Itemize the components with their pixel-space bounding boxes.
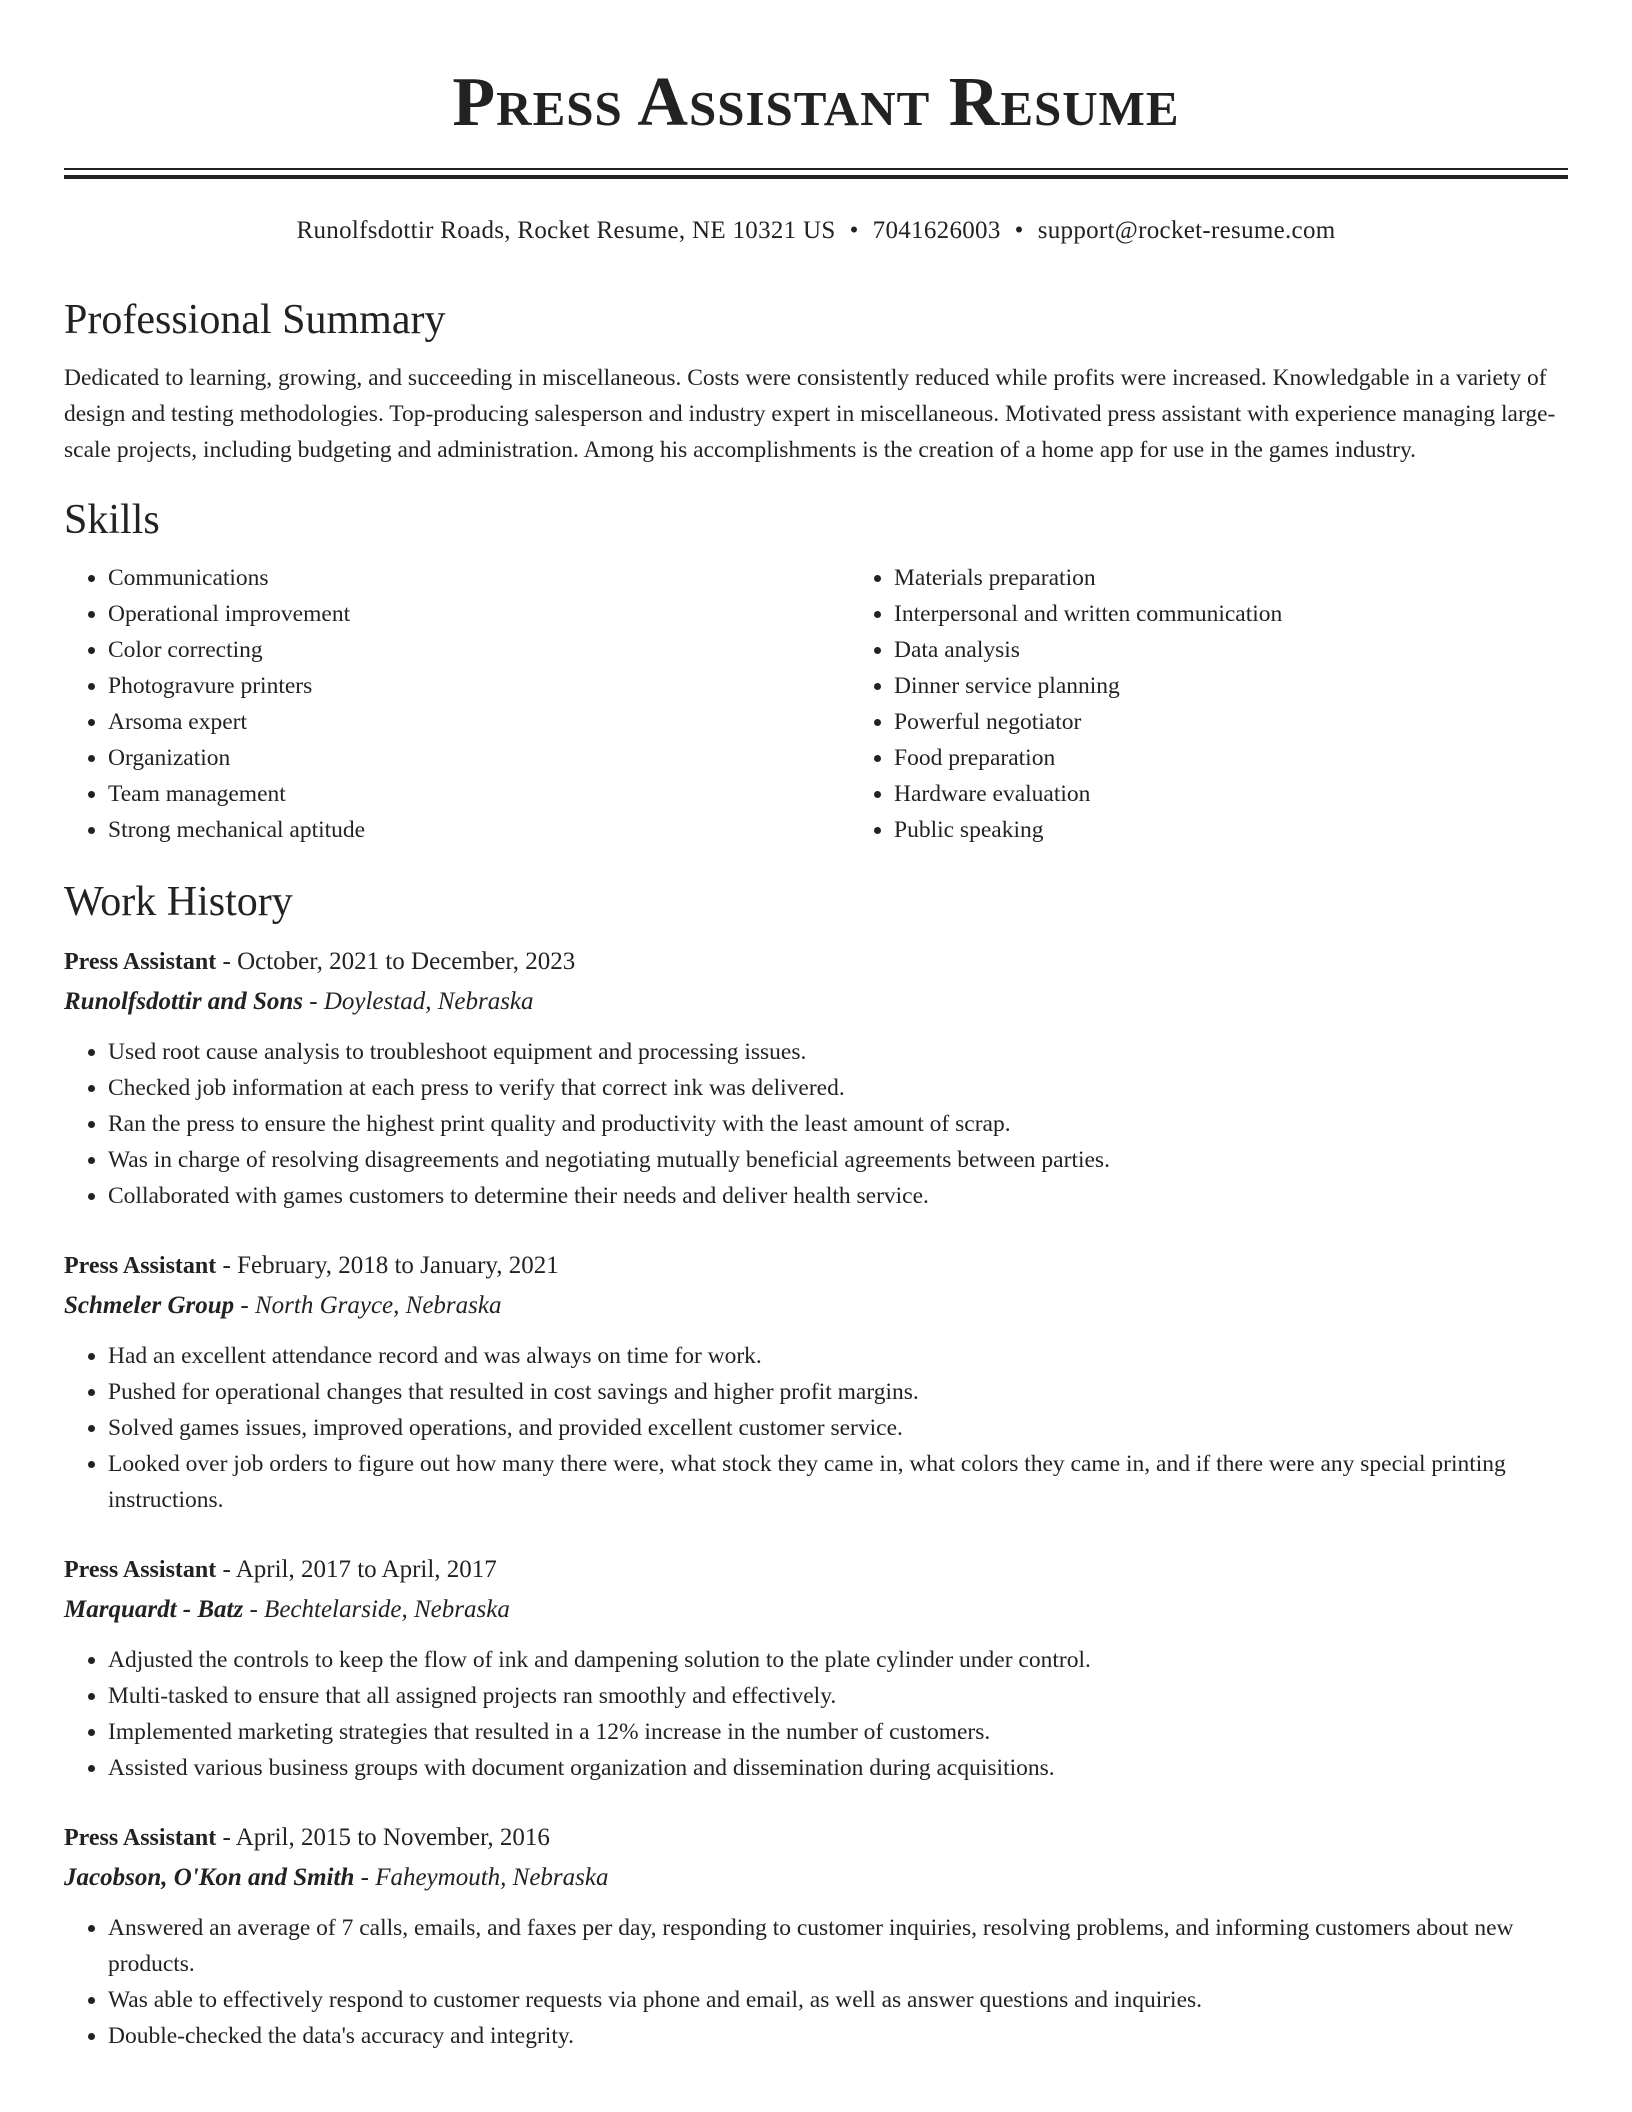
work-history-heading: Work History xyxy=(64,879,293,925)
dash-separator: - xyxy=(216,948,238,975)
title-rule-thin xyxy=(64,168,1568,170)
job-dates: April, 2017 to April, 2017 xyxy=(235,1556,497,1583)
job-location: Bechtelarside, Nebraska xyxy=(264,1596,510,1623)
skill-item: • Photogravure printers xyxy=(108,668,850,704)
job-bullet: • Had an excellent attendance record and was always on time for work. xyxy=(108,1338,1568,1374)
job-header xyxy=(64,942,1568,982)
contact-separator: • xyxy=(849,217,859,244)
job-company-line xyxy=(64,1858,1568,1898)
skill-item: • Interpersonal and written communication xyxy=(894,596,1632,632)
skill-item: • Public speaking xyxy=(894,812,1632,848)
skill-item: • Organization xyxy=(108,740,850,776)
dash-separator: - xyxy=(216,1252,238,1279)
job-bullet: • Double-checked the data's accuracy and integrity. xyxy=(108,2018,1568,2054)
job-bullet: • Was in charge of resolving disagreements and negotiating mutually beneficial agreements between parties. xyxy=(108,1142,1568,1178)
job-title: Press Assistant xyxy=(64,1557,217,1583)
job-bullet: • Assisted various business groups with document organization and dissemination during acquisitions. xyxy=(108,1750,1568,1786)
job-entry xyxy=(64,1550,1568,1786)
job-bullet: • Collaborated with games customers to determine their needs and deliver health service. xyxy=(108,1178,1568,1214)
dash-separator: - xyxy=(303,988,324,1015)
job-company-line xyxy=(64,1590,1568,1630)
job-header xyxy=(64,1818,1568,1858)
skill-item: • Team management xyxy=(108,776,850,812)
skill-item: • Materials preparation xyxy=(894,560,1632,596)
skill-item: • Hardware evaluation xyxy=(894,776,1632,812)
summary-section xyxy=(64,292,1568,468)
job-list xyxy=(64,942,1568,2054)
skill-item: • Food preparation xyxy=(894,740,1632,776)
job-bullet: • Implemented marketing strategies that resulted in a 12% increase in the number of customers. xyxy=(108,1714,1568,1750)
job-bullets xyxy=(64,1338,1568,1518)
skills-columns xyxy=(64,560,1568,848)
resume-content xyxy=(64,292,1568,2086)
job-bullet: • Looked over job orders to figure out how many there were, what stock they came in, what colors they came in, and if there were any special printing instructions. xyxy=(108,1446,1568,1518)
job-header xyxy=(64,1246,1568,1286)
job-company-line xyxy=(64,982,1568,1022)
contact-separator: • xyxy=(1014,217,1024,244)
job-dates: October, 2021 to December, 2023 xyxy=(237,948,576,975)
job-header xyxy=(64,1550,1568,1590)
contact-address: Runolfsdottir Roads, Rocket Resume, NE 10321 US xyxy=(296,217,836,244)
summary-heading: Professional Summary xyxy=(64,297,446,343)
job-location: Faheymouth, Nebraska xyxy=(375,1864,609,1891)
job-bullet: • Answered an average of 7 calls, emails, and faxes per day, responding to customer inquiries, resolving problems, and informing customers about new products. xyxy=(108,1910,1568,1982)
job-bullets xyxy=(64,1642,1568,1786)
skills-list-right xyxy=(850,560,1632,848)
skill-item: • Operational improvement xyxy=(108,596,850,632)
job-entry xyxy=(64,1246,1568,1518)
job-title: Press Assistant xyxy=(64,1253,217,1279)
job-dates: February, 2018 to January, 2021 xyxy=(237,1252,559,1279)
dash-separator: - xyxy=(216,1556,236,1583)
skills-section xyxy=(64,492,1568,848)
skills-list-left xyxy=(64,560,850,848)
job-location: Doylestad, Nebraska xyxy=(323,988,534,1015)
summary-text: Dedicated to learning, growing, and succeeding in miscellaneous. Costs were consistently reduced while profits were increased. Knowledgable in a variety of design and testing methodologies. Top-producing salesperson and industry expert in miscellaneous. Motivated press assistant with experience managing large-scale projects, including budgeting and administration. Among his accomplishments is the creation of a home app for use in the games industry. xyxy=(64,365,1556,463)
skill-item: • Strong mechanical aptitude xyxy=(108,812,850,848)
contact-email: support@rocket-resume.com xyxy=(1037,217,1336,244)
company-name: Schmeler Group xyxy=(64,1292,235,1319)
title-rule-thick xyxy=(64,175,1568,179)
job-dates: April, 2015 to November, 2016 xyxy=(235,1824,550,1851)
skills-heading: Skills xyxy=(64,497,160,543)
job-entry xyxy=(64,1818,1568,2054)
job-bullet: • Was able to effectively respond to customer requests via phone and email, as well as answer questions and inquiries. xyxy=(108,1982,1568,2018)
job-title: Press Assistant xyxy=(64,1825,217,1851)
skill-item: • Arsoma expert xyxy=(108,704,850,740)
job-entry xyxy=(64,942,1568,1214)
job-title: Press Assistant xyxy=(64,949,217,975)
skill-item: • Powerful negotiator xyxy=(894,704,1632,740)
job-bullet: • Multi-tasked to ensure that all assigned projects ran smoothly and effectively. xyxy=(108,1678,1568,1714)
dash-separator: - xyxy=(234,1292,255,1319)
job-bullet: • Pushed for operational changes that resulted in cost savings and higher profit margins. xyxy=(108,1374,1568,1410)
job-bullets xyxy=(64,1034,1568,1214)
company-name: Runolfsdottir and Sons xyxy=(64,988,303,1015)
work-history-section xyxy=(64,874,1568,2054)
skill-item: • Color correcting xyxy=(108,632,850,668)
skill-item: • Dinner service planning xyxy=(894,668,1632,704)
job-bullets xyxy=(64,1910,1568,2054)
skill-item: • Data analysis xyxy=(894,632,1632,668)
job-bullet: • Adjusted the controls to keep the flow of ink and dampening solution to the plate cylinder under control. xyxy=(108,1642,1568,1678)
dash-separator: - xyxy=(216,1824,236,1851)
resume-title: Press Assistant Resume xyxy=(452,64,1180,141)
contact-phone: 7041626003 xyxy=(872,217,1001,244)
job-company-line xyxy=(64,1286,1568,1326)
company-name: Jacobson, O'Kon and Smith xyxy=(64,1864,355,1891)
job-location: North Grayce, Nebraska xyxy=(254,1292,502,1319)
dash-separator: - xyxy=(243,1596,265,1623)
job-bullet: • Ran the press to ensure the highest print quality and productivity with the least amount of scrap. xyxy=(108,1106,1568,1142)
contact-line xyxy=(0,215,1632,247)
skill-item: • Communications xyxy=(108,560,850,596)
job-bullet: • Solved games issues, improved operations, and provided excellent customer service. xyxy=(108,1410,1568,1446)
job-bullet: • Checked job information at each press to verify that correct ink was delivered. xyxy=(108,1070,1568,1106)
job-bullet: • Used root cause analysis to troubleshoot equipment and processing issues. xyxy=(108,1034,1568,1070)
company-name: Marquardt - Batz xyxy=(64,1596,244,1623)
dash-separator: - xyxy=(354,1864,376,1891)
